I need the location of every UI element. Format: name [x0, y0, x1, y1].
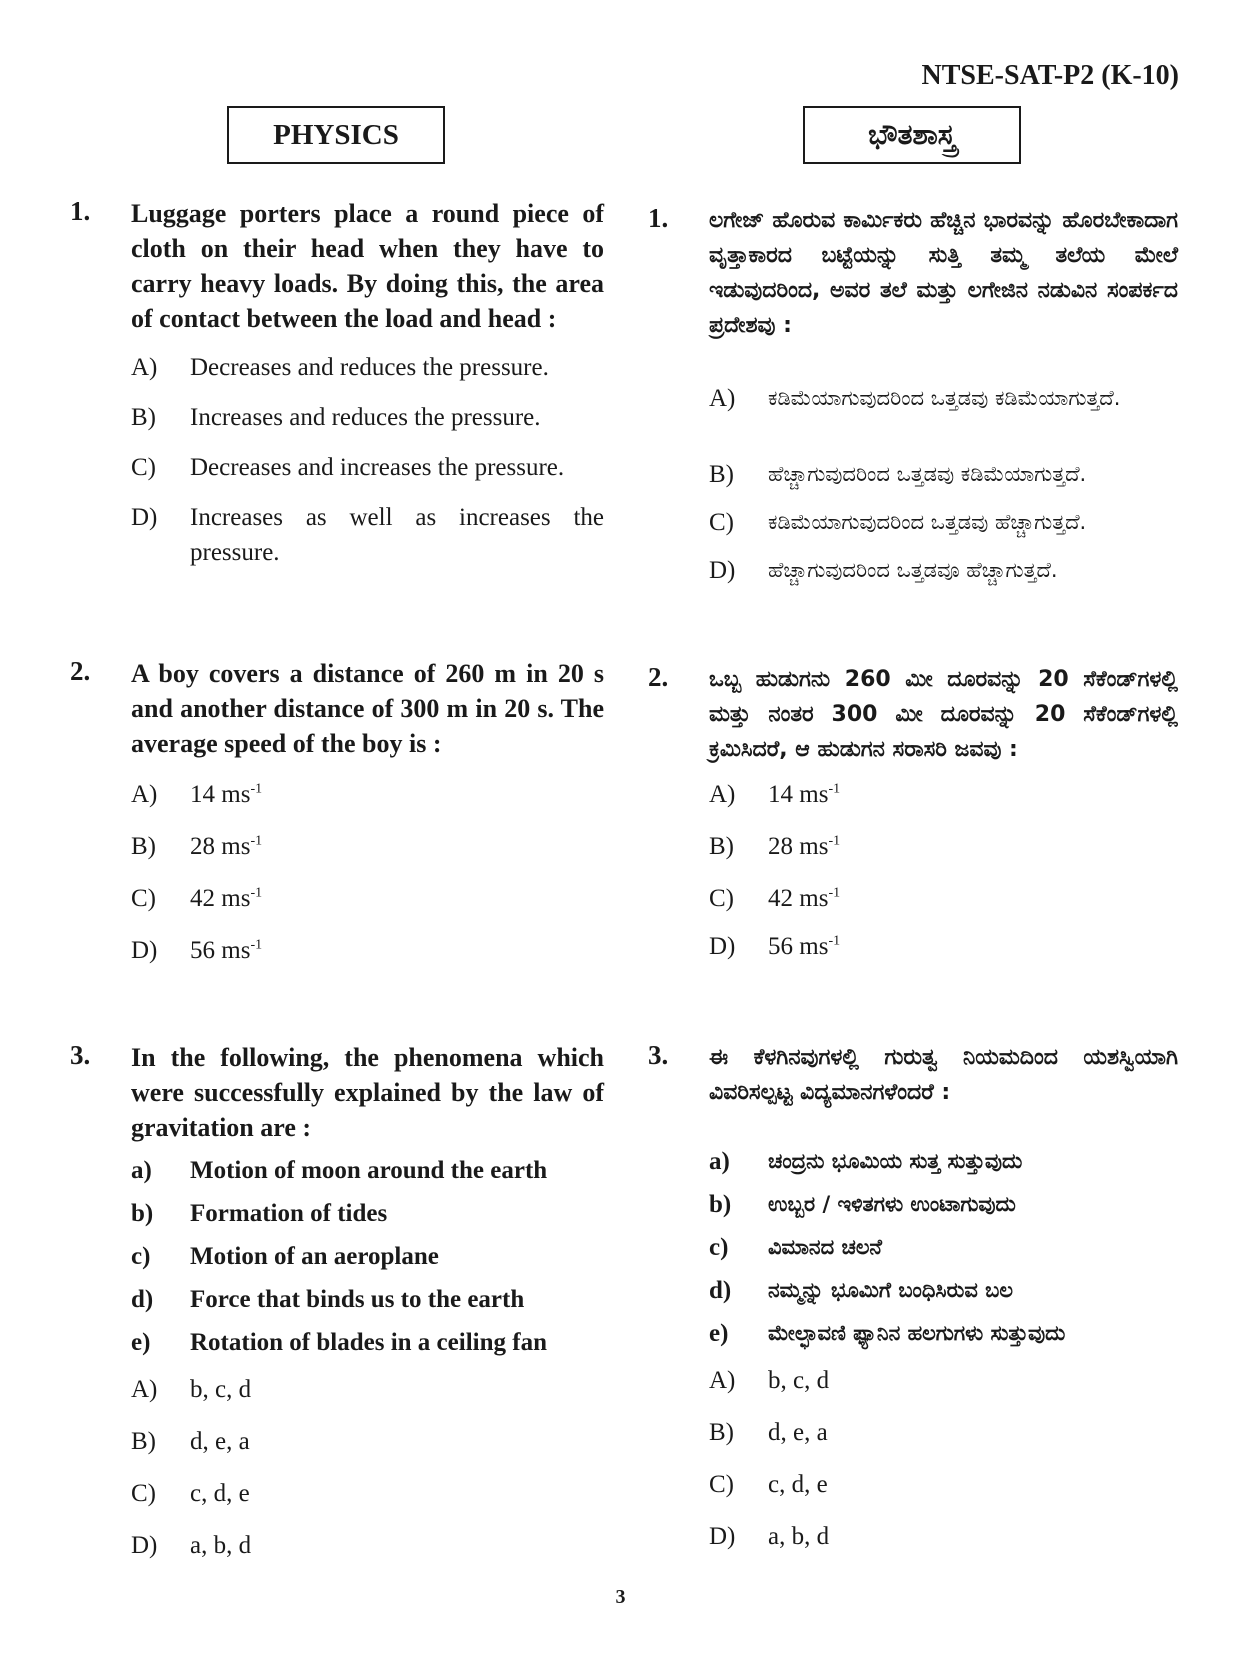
- option-d[interactable]: D) 56 $ms^{-1}$: [131, 937, 263, 964]
- option-b[interactable]: B) ಹೆಚ್ಚಾಗುವುದರಿಂದ ಒತ್ತಡವು ಕಡಿಮೆಯಾಗುತ್ತದೆ.: [709, 461, 1087, 488]
- statement-a: a) ಚಂದ್ರನು ಭೂಮಿಯ ಸುತ್ತ ಸುತ್ತುವುದು: [709, 1148, 1023, 1175]
- question-number: 2.: [70, 656, 91, 686]
- question-1-en: [70, 196, 604, 570]
- question-number: 3.: [70, 1040, 91, 1070]
- question-2-en: [70, 656, 604, 968]
- statement-b: b) ಉಬ್ಬರ / ಇಳಿತಗಳು ಉಂಟಾಗುವುದು: [709, 1191, 1016, 1218]
- option-a[interactable]: A) 14 $ms^{-1}$: [131, 781, 263, 808]
- option-d[interactable]: D) a, b, d: [709, 1523, 830, 1550]
- statement-c: c) ವಿಮಾನದ ಚಲನೆ: [709, 1234, 882, 1261]
- question-2-kn: [648, 662, 1178, 964]
- statement-d: d) ನಮ್ಮನ್ನು ಭೂಮಿಗೆ ಬಂಧಿಸಿರುವ ಬಲ: [709, 1277, 1013, 1304]
- option-d[interactable]: D) a, b, d: [131, 1532, 252, 1559]
- option-a[interactable]: A) b, c, d: [709, 1367, 830, 1394]
- option-a[interactable]: A) 14 $ms^{-1}$: [709, 781, 841, 808]
- option-c[interactable]: C) 42 $ms^{-1}$: [709, 885, 841, 912]
- option-a[interactable]: A) b, c, d: [131, 1376, 252, 1403]
- question-1-kn: [648, 203, 1178, 588]
- question-number: 3.: [648, 1040, 669, 1070]
- option-c[interactable]: C) Decreases and increases the pressure.: [131, 454, 565, 481]
- option-c[interactable]: C) c, d, e: [709, 1471, 828, 1498]
- option-b[interactable]: B) d, e, a: [131, 1428, 250, 1455]
- option-c[interactable]: C) ಕಡಿಮೆಯಾಗುವುದರಿಂದ ಒತ್ತಡವು ಹೆಚ್ಚಾಗುತ್ತದೆ.: [709, 509, 1087, 536]
- option-d[interactable]: D) 56 $ms^{-1}$: [709, 933, 841, 960]
- option-a[interactable]: A) Decreases and reduces the pressure.: [131, 354, 549, 381]
- subject-box-english: PHYSICS: [227, 106, 445, 164]
- option-a[interactable]: A) ಕಡಿಮೆಯಾಗುವುದರಿಂದ ಒತ್ತಡವು ಕಡಿಮೆಯಾಗುತ್ತದೆ.: [709, 385, 1121, 412]
- statement-a: a) Motion of moon around the earth: [131, 1157, 548, 1184]
- statement-c: c) Motion of an aeroplane: [131, 1243, 439, 1270]
- question-text: ಲಗೇಜ್ ಹೊರುವ ಕಾರ್ಮಿಕರು ಹೆಚ್ಚಿನ ಭಾರವನ್ನು ಹೊರಬೇಕಾದಾಗ ವೃತ್ತಾಕಾರದ ಬಟ್ಟೆಯನ್ನು ಸುತ್ತಿ ತಮ್ಮ ತಲೆಯ ಮೇಲೆ ಇಡುವುದರಿಂದ, ಅವರ ತಲೆ ಮತ್ತು ಲಗೇಜಿನ ನಡುವಿನ ಸಂಪರ್ಕದ ಪ್ರದೇಶವು :: [709, 208, 1178, 338]
- paper-code: NTSE-SAT-P2 (K-10): [921, 60, 1179, 91]
- question-text: In the following, the phenomena which were successfully explained by the law of gravitation are :: [131, 1043, 604, 1142]
- question-text: A boy covers a distance of 260 m in 20 s and another distance of 300 m in 20 s. The average speed of the boy is :: [131, 659, 604, 758]
- option-b[interactable]: B) d, e, a: [709, 1419, 828, 1446]
- page-number: 3: [615, 1586, 626, 1608]
- statement-e: e) Rotation of blades in a ceiling fan: [131, 1329, 547, 1356]
- option-b[interactable]: B) 28 $ms^{-1}$: [131, 833, 263, 860]
- question-number: 1.: [70, 196, 91, 226]
- option-b[interactable]: B) 28 $ms^{-1}$: [709, 833, 841, 860]
- question-3-kn: [648, 1040, 1178, 1554]
- question-text: ಈ ಕೆಳಗಿನವುಗಳಲ್ಲಿ ಗುರುತ್ವ ನಿಯಮದಿಂದ ಯಶಸ್ವಿಯಾಗಿ ವಿವರಿಸಲ್ಪಟ್ಟ ವಿದ್ಯಮಾನಗಳೆಂದರೆ :: [709, 1045, 1178, 1105]
- question-text: Luggage porters place a round piece of cloth on their head when they have to carry heavy loads. By doing this, the area of contact between the load and head :: [131, 199, 604, 333]
- question-3-en: [70, 1040, 604, 1563]
- question-number: 1.: [648, 203, 669, 233]
- statement-d: d) Force that binds us to the earth: [131, 1286, 525, 1313]
- subject-box-kannada: ಭೌತಶಾಸ್ತ್ರ: [803, 106, 1021, 164]
- option-d[interactable]: D) Increases as well as increases the pressure.: [131, 504, 604, 566]
- statement-e: e) ಮೇಲ್ಛಾವಣಿ ಫ್ಯಾನಿನ ಹಲಗುಗಳು ಸುತ್ತುವುದು: [709, 1320, 1066, 1347]
- question-number: 2.: [648, 662, 669, 692]
- option-c[interactable]: C) c, d, e: [131, 1480, 250, 1507]
- option-c[interactable]: C) 42 $ms^{-1}$: [131, 885, 263, 912]
- option-b[interactable]: B) Increases and reduces the pressure.: [131, 404, 541, 431]
- question-text: ಒಬ್ಬ ಹುಡುಗನು 260 ಮೀ ದೂರವನ್ನು 20 ಸೆಕೆಂಡ್‌ಗಳಲ್ಲಿ ಮತ್ತು ನಂತರ 300 ಮೀ ದೂರವನ್ನು 20 ಸೆಕೆಂಡ್‌ಗಳಲ್ಲಿ ಕ್ರಮಿಸಿದರೆ, ಆ ಹುಡುಗನ ಸರಾಸರಿ ಜವವು :: [709, 667, 1178, 762]
- statement-b: b) Formation of tides: [131, 1200, 388, 1227]
- option-d[interactable]: D) ಹೆಚ್ಚಾಗುವುದರಿಂದ ಒತ್ತಡವೂ ಹೆಚ್ಚಾಗುತ್ತದೆ.: [709, 557, 1058, 584]
